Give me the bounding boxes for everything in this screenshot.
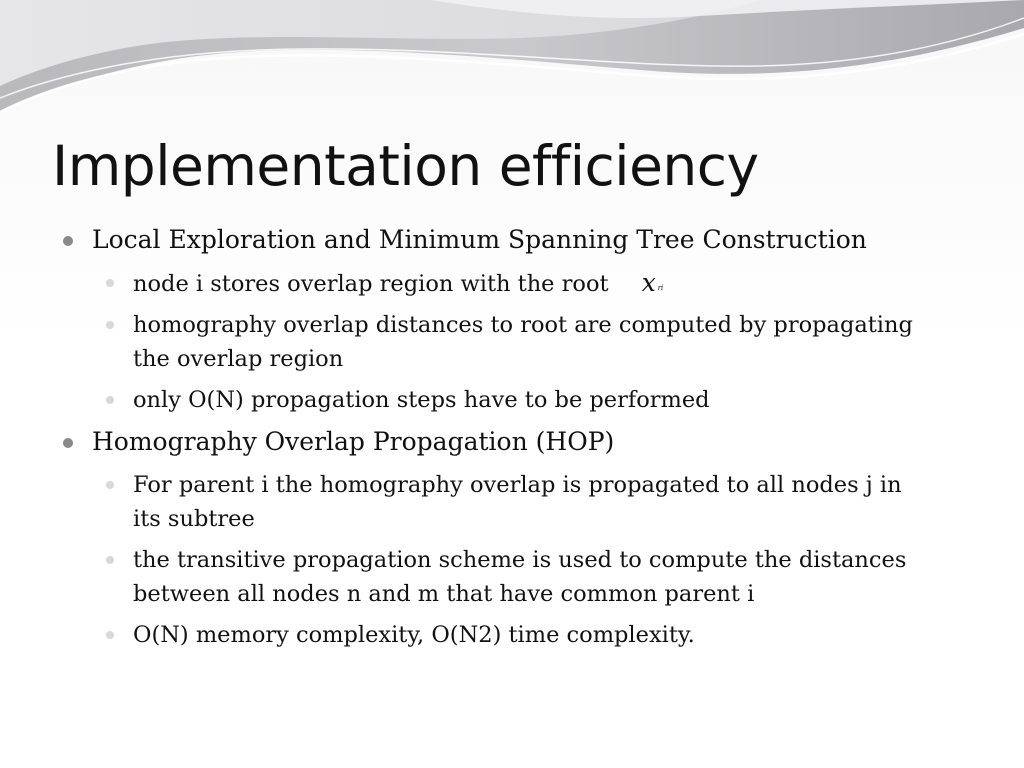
bullet-text: the transitive propagation scheme is used to compute the distances between all nodes n and m that have common parent i: [133, 547, 907, 607]
bullet-dot-icon: [106, 279, 114, 287]
bullet-dot-icon: [106, 396, 114, 404]
bullet-item-level2: [133, 383, 923, 417]
bullet-dot-icon: [63, 438, 73, 448]
bullet-text: Local Exploration and Minimum Spanning Tree Construction: [92, 225, 867, 254]
bullet-list: [0, 222, 1024, 659]
bullet-text: node i stores overlap region with the root: [133, 271, 609, 297]
bullet-dot-icon: [106, 321, 114, 329]
math-symbol-subscript: ri: [657, 284, 664, 292]
bullet-item-level2: [133, 266, 923, 301]
bullet-item-level2: [133, 468, 923, 536]
header-swoosh-decoration: [0, 0, 1024, 130]
math-symbol: [641, 266, 672, 297]
bullet-item-level2: [133, 308, 923, 376]
bullet-dot-icon: [63, 236, 73, 246]
bullet-dot-icon: [106, 631, 114, 639]
bullet-item-level2: [133, 543, 923, 611]
bullet-text: homography overlap distances to root are computed by propagating the overlap region: [133, 312, 913, 372]
bullet-item-level1: [92, 222, 932, 258]
bullet-item-level2: [133, 618, 923, 652]
bullet-dot-icon: [106, 556, 114, 564]
slide-title: Implementation efficiency: [52, 134, 759, 198]
bullet-item-level1: [92, 424, 932, 460]
bullet-dot-icon: [106, 481, 114, 489]
bullet-text: Homography Overlap Propagation (HOP): [92, 427, 615, 456]
bullet-text: only O(N) propagation steps have to be performed: [133, 387, 710, 413]
bullet-text: For parent i the homography overlap is propagated to all nodes j in its subtree: [133, 472, 902, 532]
math-symbol-base: x: [641, 268, 656, 297]
bullet-text: O(N) memory complexity, O(N2) time complexity.: [133, 622, 695, 648]
